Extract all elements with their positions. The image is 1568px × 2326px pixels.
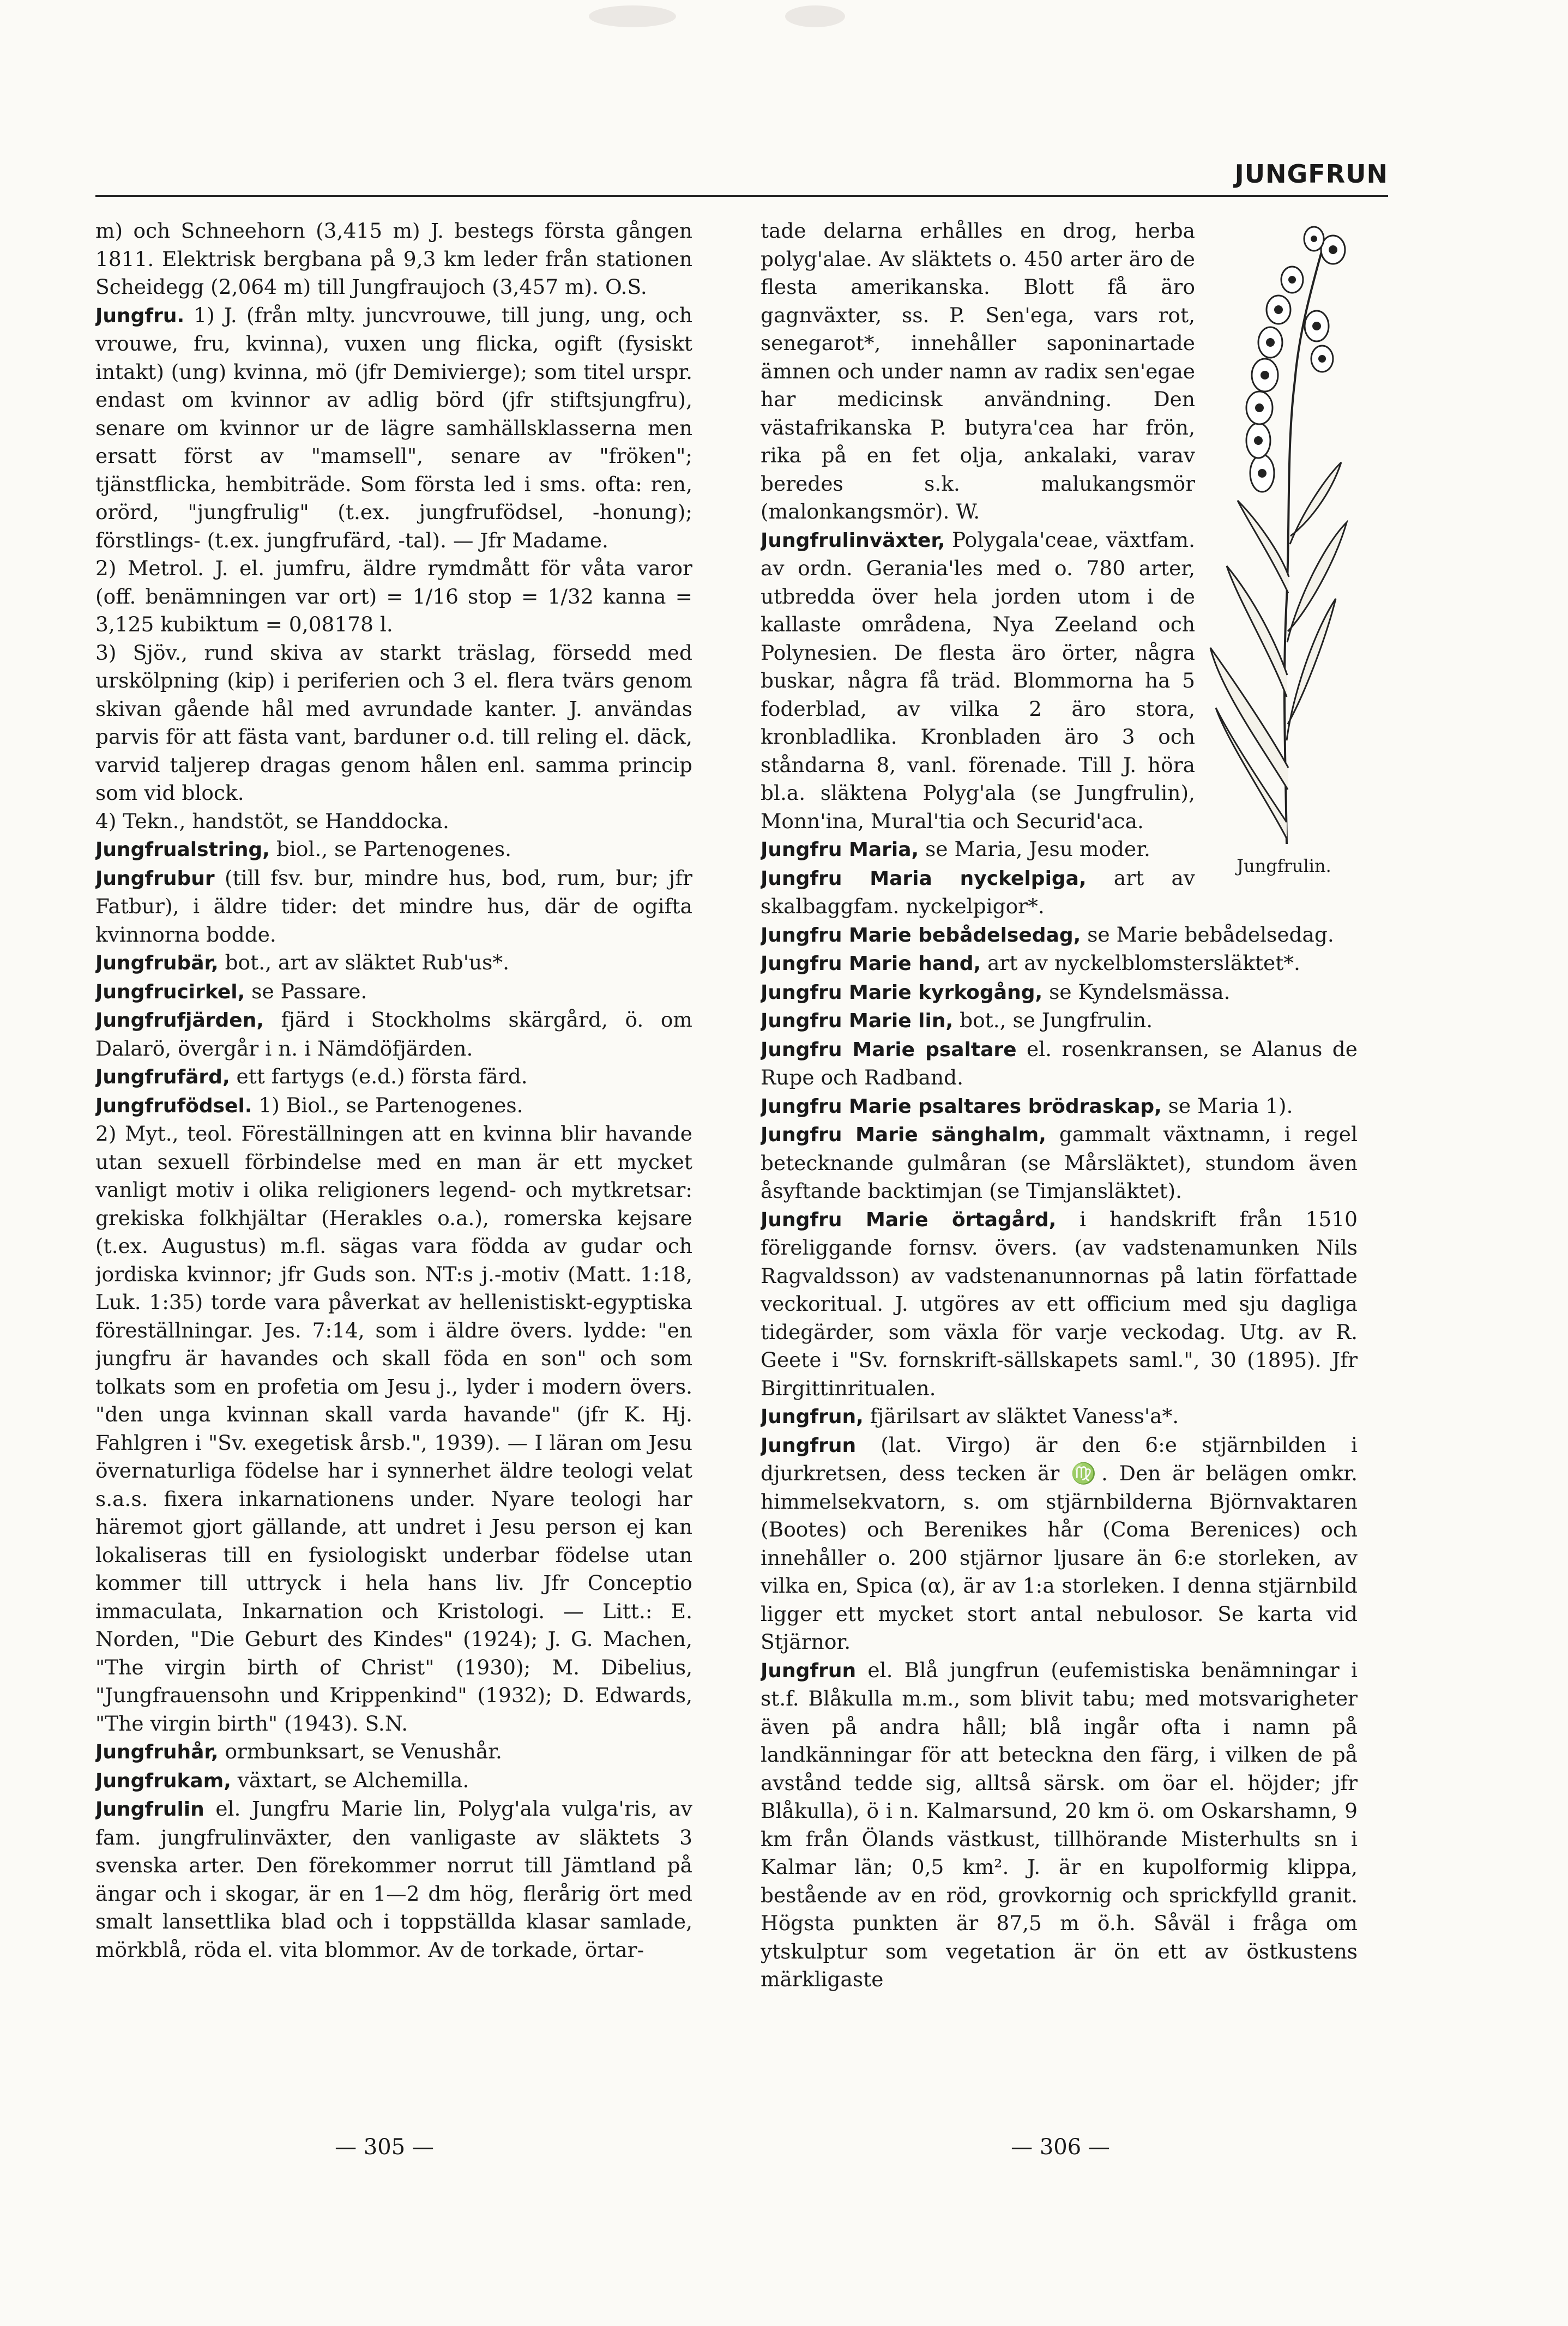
entry-headword: Jungfru Marie kyrkogång, [761, 981, 1043, 1004]
dictionary-entry [761, 978, 1358, 1007]
entry-headword: Jungfrun [761, 1434, 857, 1457]
entry-headword: Jungfru Marie örtagård, [761, 1208, 1057, 1231]
plant-illustration [1205, 217, 1358, 877]
entry-text: (till fsv. bur, mindre hus, bod, rum, bur; jfr Fatbur), i äldre tider: det mindre hus, där de ogifta kvinnorna bodde. [95, 865, 692, 947]
entry-text: gammalt växtnamn, i regel betecknande gulmåran (se Mårsläktet), stundom även åsyftande backtimjan (se Timjansläktet). [761, 1122, 1358, 1203]
dictionary-entry [95, 1120, 692, 1738]
entry-text: biol., se Partenogenes. [269, 837, 512, 861]
entry-headword: Jungfru Maria, [761, 839, 919, 861]
entry-headword: Jungfrukam, [95, 1769, 231, 1792]
entry-text: ett fartygs (e.d.) första färd. [230, 1064, 528, 1088]
entry-headword: Jungfrualstring, [95, 839, 270, 861]
entry-text: el. Blå jungfrun (eufemistiska benämningar i st.f. Blåkulla m.m., som blivit tabu; med motsvarigheter även på andra håll; blå ingår ofta i namn på landkänningar för att beteckna den färg, i vilken de på avstånd tedde sig, alltså särsk. om öar el. höjder; jfr Blåkulla), ö i n. Kalmarsund, 20 km ö. om Oskarshamn, 9 km från Ölands västkust, tillhörande Misterhults sn i Kalmar län; 0,5 km². J. är en kupolformig klippa, bestående av en röd, grovkornig och sprickfylld granit. Högsta punkten är 87,5 m ö.h. Såväl i fråga om ytskulptur som vegetation är ön ett av östkustens märkligaste [761, 1658, 1358, 1991]
entry-text: tade delarna erhålles en drog, herba polyg'alae. Av släktets o. 450 arter äro de flesta amerikanska. Blott få äro gagnväxter, ss. P. Sen'ega, vars rot, senegarot*, innehåller saponinartade ämnen och under namn av radix sen'egae har medicinsk användning. Den västafrikanska P. butyra'cea har frön, rika på en fet olja, ankalaki, varav beredes s.k. malukangsmör (malonkangsmör). W. [761, 219, 1195, 523]
entry-headword: Jungfru Marie psaltares brödraskap, [761, 1095, 1162, 1118]
dictionary-entry [95, 1063, 692, 1092]
entry-text: i handskrift från 1510 föreliggande fornsv. övers. (av vadstenamunken Nils Ragvaldsson) av vadstenanunnornas på latin författade veckoritual. J. utgöres av ett officium med sju dagliga tidegärder, som växla för varje veckodag. Utg. av R. Geete i "Sv. fornskrift-sällskapets saml.", 30 (1895). Jfr Birgittinritualen. [761, 1207, 1358, 1400]
entry-text: fjärilsart av släktet Vaness'a*. [863, 1404, 1179, 1428]
dictionary-entry [95, 1767, 692, 1795]
dictionary-entry [95, 1738, 692, 1767]
dictionary-entry [95, 555, 692, 639]
page-number-left: — 305 — [335, 2135, 434, 2160]
dictionary-entry [761, 949, 1358, 978]
entry-headword: Jungfru Marie sänghalm, [761, 1124, 1046, 1146]
dictionary-entry [761, 1206, 1358, 1403]
entry-text: se Marie bebådelsedag. [1081, 922, 1334, 947]
dictionary-entry [95, 864, 692, 949]
entry-headword: Jungfrun, [761, 1406, 864, 1428]
entry-headword: Jungfrun [761, 1659, 857, 1682]
entry-text: art av nyckelblomstersläktet*. [981, 951, 1300, 975]
header-rule [95, 195, 1388, 197]
entry-text: fjärd i Stockholms skärgård, ö. om Dalarö, övergår i n. i Nämdöfjärden. [95, 1008, 692, 1060]
entry-headword: Jungfrubur [95, 867, 215, 890]
dictionary-entry [761, 1120, 1358, 1206]
entry-headword: Jungfrulin [95, 1798, 204, 1821]
dictionary-entry [761, 921, 1358, 950]
entry-headword: Jungfruhår, [95, 1741, 219, 1763]
entry-headword: Jungfru. [95, 304, 185, 327]
entry-text: (lat. Virgo) är den 6:e stjärnbilden i djurkretsen, dess tecken är ♍. Den är belägen omkr. himmelsekvatorn, s. om stjärnbilderna Björnvaktaren (Bootes) och Berenikes hår (Coma Berenices) och innehåller o. 200 stjärnor ljusare än 6:e storleken, av vilka en, Spica (α), är av 1:a storleken. I denna stjärnbild ligger ett mycket stort antal nebulosor. Se karta vid Stjärnor. [761, 1432, 1358, 1654]
entry-text: se Maria 1). [1161, 1093, 1293, 1118]
dictionary-entry [95, 808, 692, 836]
dictionary-entry [95, 1006, 692, 1063]
dictionary-entry [95, 835, 692, 864]
entry-text: 1) J. (från mlty. juncvrouwe, till jung, ung, och vrouwe, fru, kvinna), vuxen ung flicka, ogift (fysiskt intakt) (ung) kvinna, mö (jfr Demivierge); som titel urspr. endast om kvinnor av adlig börd (jfr stiftsjungfru), senare om kvinnor ur de lägre samhällsklasserna men ersatt först av "mamsell", senare av "fröken"; tjänstflicka, hembiträde. Som första led i sms. ofta: ren, orörd, "jungfrulig" (t.ex. jungfrufödsel, -honung); förstlings- (t.ex. jungfrufärd, -tal). — Jfr Madame. [95, 303, 692, 552]
dictionary-entry [95, 1795, 692, 1964]
entry-headword: Jungfrufjärden, [95, 1009, 264, 1032]
entry-text: 3) Sjöv., rund skiva av starkt träslag, försedd med urskölpning (kip) i periferien och 3 el. flera tvärs genom skivan gående hål med avrundade kanter. J. användas parvis för att fästa vant, barduner o.d. till reling el. däck, varvid taljerep dragas genom hålen enl. samma princip som vid block. [95, 640, 692, 805]
entry-headword: Jungfru Marie hand, [761, 953, 981, 975]
entry-text: 2) Metrol. J. el. jumfru, äldre rymdmått för våta varor (off. benämningen var ort) = 1/16 stop = 1/32 kanna = 3,125 kubiktum = 0,08178 l. [95, 556, 692, 636]
entry-text: 1) Biol., se Partenogenes. [252, 1093, 523, 1117]
entry-headword: Jungfru Maria nyckelpiga, [761, 867, 1087, 890]
entry-text: el. rosenkransen, se Alanus de Rupe och Radband. [761, 1037, 1358, 1089]
entry-text: se Maria, Jesu moder. [919, 837, 1150, 861]
dictionary-entry [761, 1656, 1358, 1994]
entry-text: m) och Schneehorn (3,415 m) J. bestegs första gången 1811. Elektrisk bergbana på 9,3 km leder från stationen Scheidegg (2,064 m) till Jungfraujoch (3,457 m). O.S. [95, 219, 692, 299]
dictionary-entry [95, 949, 692, 978]
dictionary-entry [761, 1092, 1358, 1121]
dictionary-entry [761, 1402, 1358, 1431]
entry-text: 4) Tekn., handstöt, se Handdocka. [95, 809, 449, 833]
entry-text: se Kyndelsmässa. [1042, 979, 1231, 1004]
dictionary-entry [761, 1431, 1358, 1656]
entry-headword: Jungfrucirkel, [95, 980, 245, 1003]
dictionary-entry [95, 302, 692, 555]
scan-smudge [785, 5, 845, 27]
entry-headword: Jungfru Marie lin, [761, 1010, 954, 1032]
entry-text: art av skalbaggfam. nyckelpigor*. [761, 865, 1195, 918]
running-head: JUNGFRUN [1234, 159, 1388, 189]
entry-text: växtart, se Alchemilla. [231, 1768, 469, 1792]
entry-headword: Jungfrulinväxter, [761, 529, 945, 552]
dictionary-entry [761, 1035, 1358, 1092]
entry-headword: Jungfrufödsel. [95, 1094, 252, 1117]
entry-text: 2) Myt., teol. Föreställningen att en kvinna blir havande utan sexuell förbindelse med en man är ett mycket vanligt motiv i olika religioners legend- och mytkretsar: grekiska folkhjältar (Herakles o.a.), romerska kejsare (t.ex. Augustus) m.fl. sägas vara födda av gudar och jordiska kvinnor; jfr Guds son. NT:s j.-motiv (Matt. 1:18, Luk. 1:35) torde vara påverkat av hellenistiskt-egyptiska föreställningar. Jes. 7:14, som i äldre övers. lydde: "en jungfru är havandes och skall föda en son" och som tolkats som en profetia om Jesu j., lyder i modern övers. "den unga kvinnan skall varda havande" (jfr K. Hj. Fahlgren i "Sv. exegetisk årsb.", 1939). — I läran om Jesu övernaturliga födelse har i synnerhet äldre teologi velat s.a.s. fixera inkarnationens under. Nyare teologi har häremot gjort gällande, att undret i Jesu person ej kan lokaliseras till en fysiologiskt underbar födelse utan kommer till uttryck i hela hans liv. Jfr Conceptio immaculata, Inkarnation och Kristologi. — Litt.: E. Norden, "Die Geburt des Kindes" (1924); J. G. Machen, "The virgin birth of Christ" (1930); M. Dibelius, "Jungfrauensohn und Krippenkind" (1932); D. Edwards, "The virgin birth" (1943). S.N. [95, 1122, 692, 1736]
scan-smudge [589, 5, 676, 27]
dictionary-entry [95, 217, 692, 302]
illustration-caption: Jungfrulin. [1237, 855, 1331, 876]
entry-headword: Jungfru Marie psaltare [761, 1038, 1017, 1061]
entry-text: el. Jungfru Marie lin, Polyg'ala vulga'ris, av fam. jungfrulinväxter, den vanligaste av släktets 3 svenska arter. Den förekommer norrut till Jämtland på ängar och i skogar, är en 1—2 dm hög, flerårig ört med smalt lansettlika blad och i toppställda klasar samlade, mörkblå, röda el. vita blommor. Av de torkade, örtar- [95, 1797, 692, 1962]
dictionary-entry [95, 1092, 692, 1120]
dictionary-entry [95, 639, 692, 808]
left-column [95, 217, 692, 2049]
entry-text: ormbunksart, se Venushår. [218, 1739, 502, 1763]
entry-headword: Jungfrubär, [95, 952, 219, 974]
entry-text: se Passare. [245, 979, 367, 1003]
right-column [761, 217, 1358, 2038]
dictionary-entry [761, 1007, 1358, 1035]
dictionary-entry [95, 978, 692, 1007]
entry-headword: Jungfru Marie bebådelsedag, [761, 924, 1081, 947]
entry-headword: Jungfrufärd, [95, 1066, 230, 1088]
entry-text: Polygala'ceae, växtfam. av ordn. Gerania'les med o. 780 arter, utbredda över hela jorden utom i de kallaste områdena, Nya Zeeland och Polynesien. De flesta äro örter, några buskar, några få träd. Blommorna ha 5 foderblad, av vilka 2 äro stora, kronbladlika. Kronbladen äro 3 och ståndarna 8, vanl. förenade. Till J. höra bl.a. släktena Polyg'ala (se Jungfrulin), Monn'ina, Mural'tia och Securid'aca. [761, 527, 1195, 833]
entry-text: bot., se Jungfrulin. [953, 1008, 1153, 1032]
jungfrulin-drawing-icon [1205, 217, 1358, 855]
entry-text: bot., art av släktet Rub'us*. [218, 950, 510, 974]
page-number-right: — 306 — [1011, 2135, 1110, 2160]
